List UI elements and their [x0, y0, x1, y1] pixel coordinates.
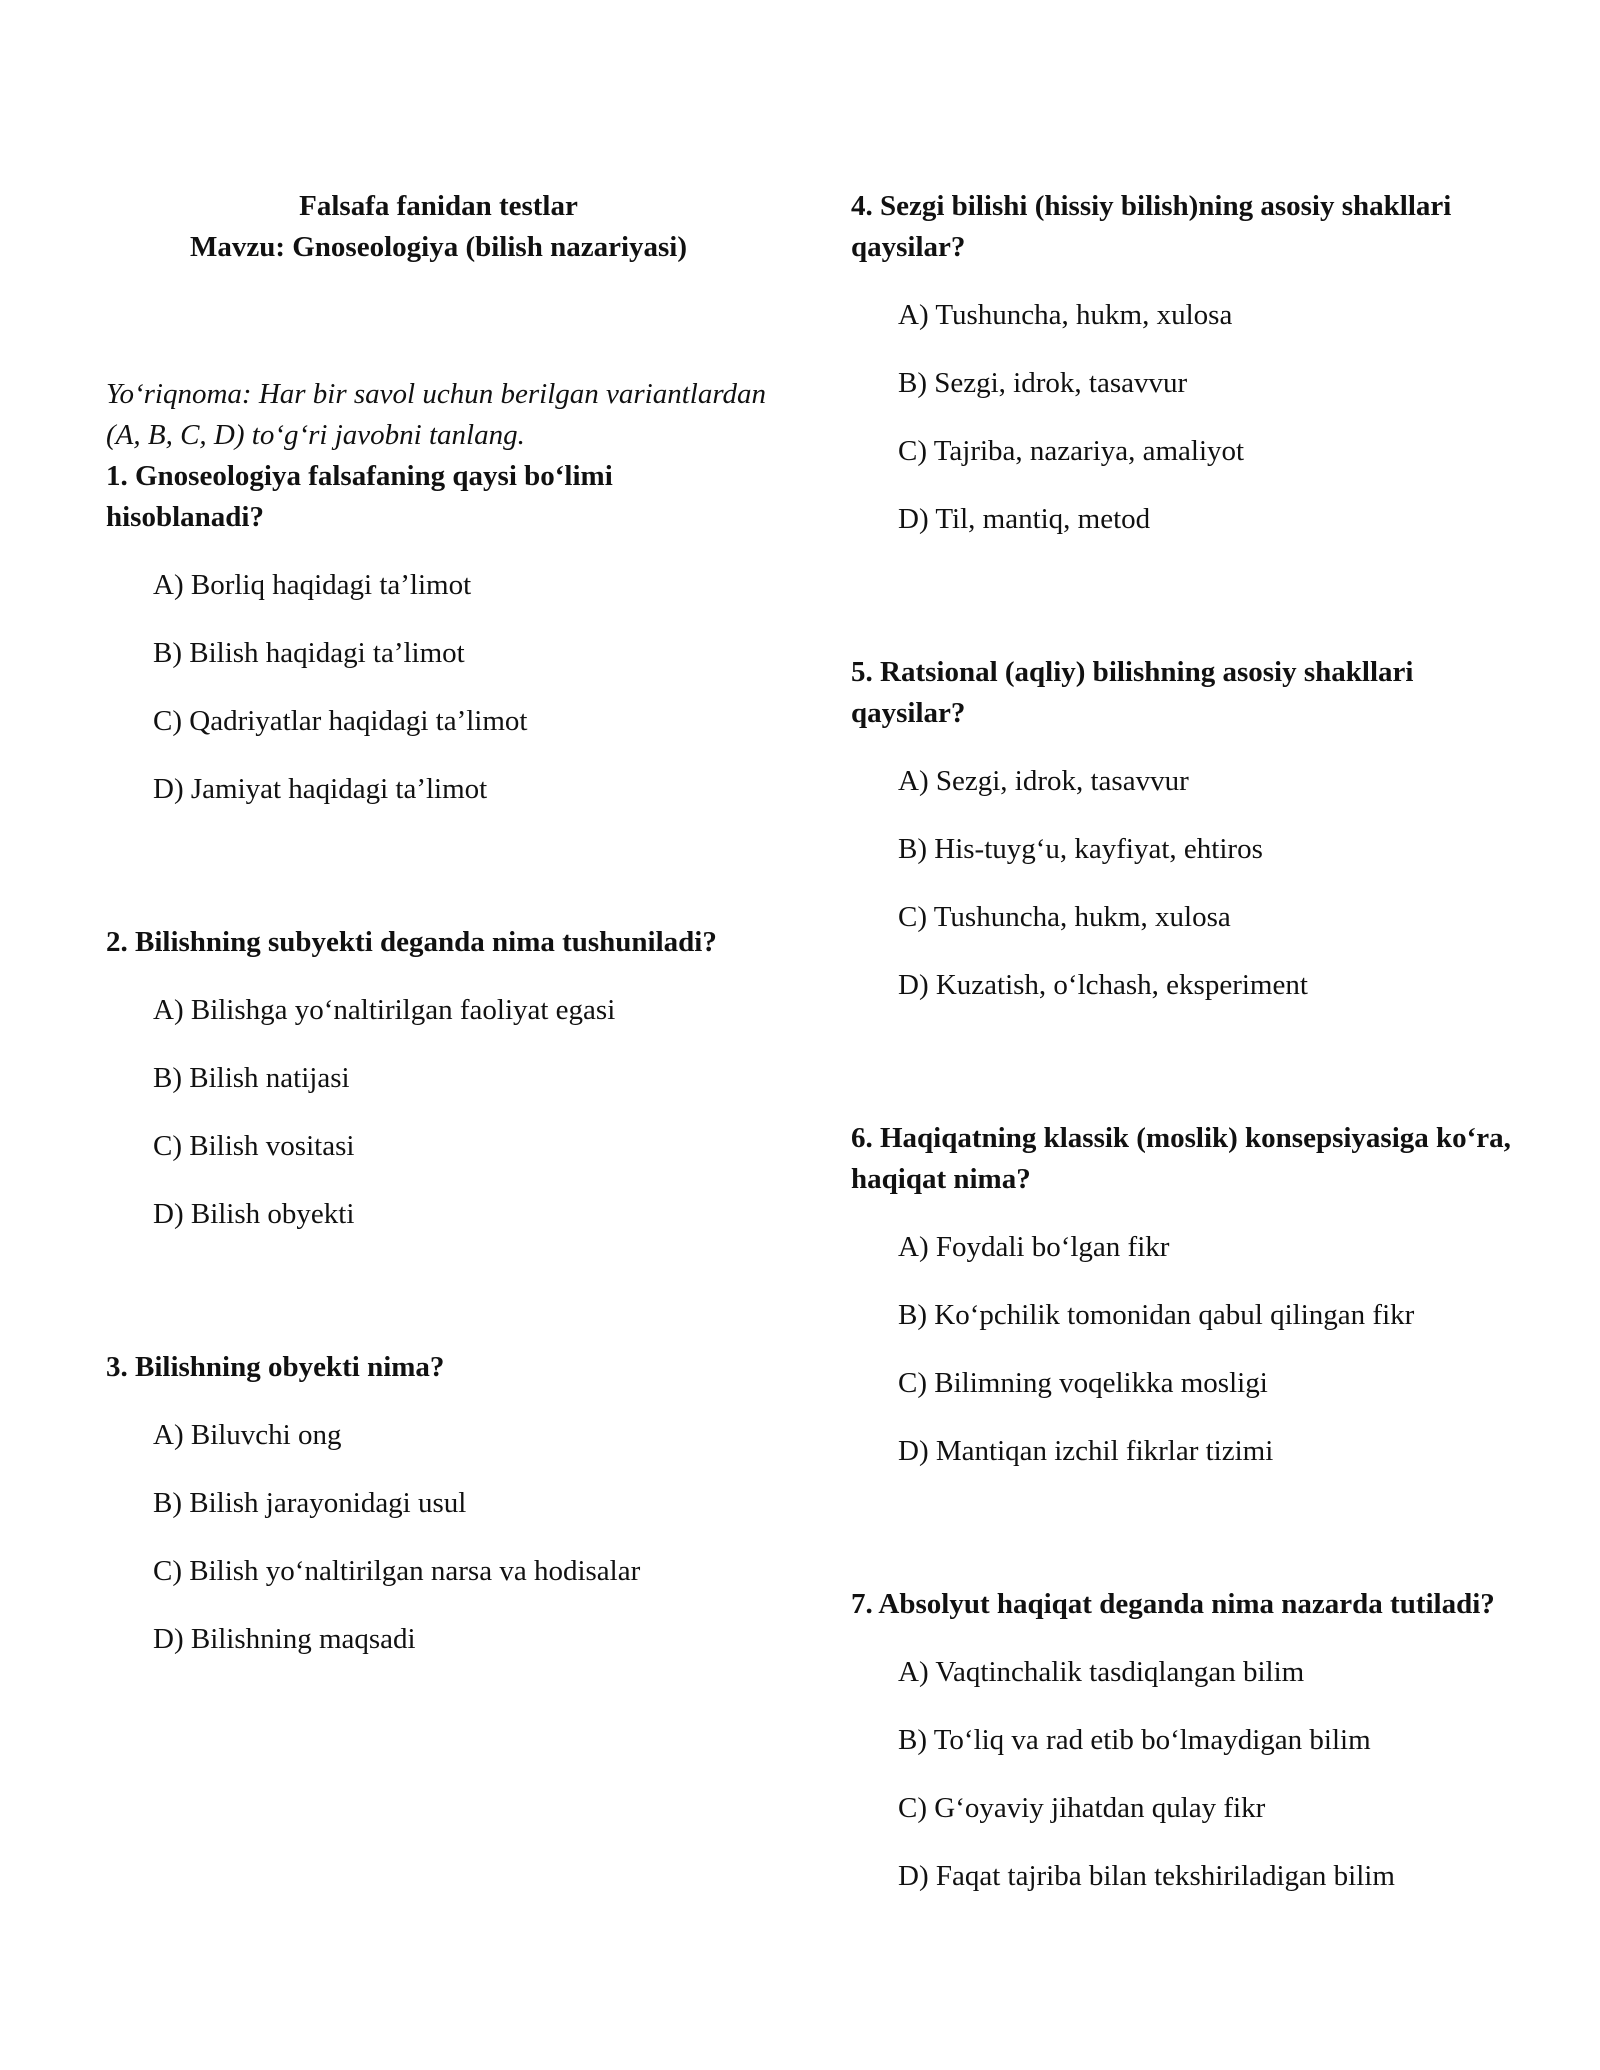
- question-text: 1. Gnoseologiya falsafaning qaysi bo‘limi hisoblanadi?: [106, 460, 613, 533]
- option-c: C) Qadriyatlar haqidagi ta’limot: [153, 705, 528, 737]
- answer-options: [106, 565, 771, 810]
- title-block: [106, 186, 771, 268]
- question-7: [851, 1584, 1511, 1897]
- option-b: B) Ko‘pchilik tomonidan qabul qilingan fikr: [898, 1299, 1415, 1331]
- question-1: [106, 456, 771, 810]
- option-d: D) Bilish obyekti: [153, 1198, 355, 1230]
- option-b: B) To‘liq va rad etib bo‘lmaydigan bilim: [898, 1724, 1371, 1756]
- option-d: D) Kuzatish, o‘lchash, eksperiment: [898, 969, 1308, 1001]
- question-text: 6. Haqiqatning klassik (moslik) konsepsiyasiga ko‘ra, haqiqat nima?: [851, 1122, 1511, 1195]
- option-c: C) Bilish yo‘naltirilgan narsa va hodisalar: [153, 1555, 641, 1587]
- question-text: 5. Ratsional (aqliy) bilishning asosiy shakllari qaysilar?: [851, 656, 1414, 729]
- answer-options: [106, 1415, 771, 1660]
- document-title: Falsafa fanidan testlar: [299, 190, 578, 222]
- answer-options: [106, 990, 771, 1235]
- option-b: B) Bilish haqidagi ta’limot: [153, 637, 465, 669]
- question-text: 3. Bilishning obyekti nima?: [106, 1351, 445, 1383]
- option-a: A) Bilishga yo‘naltirilgan faoliyat egasi: [153, 994, 616, 1026]
- question-text: 7. Absolyut haqiqat deganda nima nazarda tutiladi?: [851, 1588, 1495, 1620]
- answer-options: [851, 1227, 1511, 1472]
- question-text: 2. Bilishning subyekti deganda nima tushuniladi?: [106, 926, 717, 958]
- option-d: D) Til, mantiq, metod: [898, 503, 1151, 535]
- answer-options: [851, 1652, 1511, 1897]
- question-3: [106, 1347, 771, 1660]
- option-a: A) Sezgi, idrok, tasavvur: [898, 765, 1189, 797]
- option-a: A) Tushuncha, hukm, xulosa: [898, 299, 1233, 331]
- option-b: B) His-tuyg‘u, kayfiyat, ehtiros: [898, 833, 1263, 865]
- instructions: Yo‘riqnoma: Har bir savol uchun berilgan variantlardan (A, B, C, D) to‘g‘ri javobni tanlang.: [106, 378, 767, 451]
- option-c: C) Tajriba, nazariya, amaliyot: [898, 435, 1245, 467]
- option-c: C) Tushuncha, hukm, xulosa: [898, 901, 1231, 933]
- question-6: [851, 1118, 1511, 1472]
- question-2: [106, 922, 771, 1235]
- option-d: D) Mantiqan izchil fikrlar tizimi: [898, 1435, 1274, 1467]
- option-a: A) Foydali bo‘lgan fikr: [898, 1231, 1170, 1263]
- right-column: [851, 186, 1511, 2009]
- option-b: B) Bilish natijasi: [153, 1062, 350, 1094]
- document-subtitle: Mavzu: Gnoseologiya (bilish nazariyasi): [189, 231, 688, 263]
- option-c: C) Bilimning voqelikka mosligi: [898, 1367, 1268, 1399]
- option-c: C) G‘oyaviy jihatdan qulay fikr: [898, 1792, 1266, 1824]
- option-c: C) Bilish vositasi: [153, 1130, 355, 1162]
- question-4: [851, 186, 1511, 540]
- answer-options: [851, 295, 1511, 540]
- option-a: A) Borliq haqidagi ta’limot: [153, 569, 472, 601]
- question-text: 4. Sezgi bilishi (hissiy bilish)ning asosiy shakllari qaysilar?: [851, 190, 1452, 263]
- option-b: B) Bilish jarayonidagi usul: [153, 1487, 467, 1519]
- question-5: [851, 652, 1511, 1006]
- option-d: D) Jamiyat haqidagi ta’limot: [153, 773, 488, 805]
- option-a: A) Vaqtinchalik tasdiqlangan bilim: [898, 1656, 1305, 1688]
- option-b: B) Sezgi, idrok, tasavvur: [898, 367, 1188, 399]
- left-column: [106, 186, 771, 1772]
- option-a: A) Biluvchi ong: [153, 1419, 342, 1451]
- option-d: D) Bilishning maqsadi: [153, 1623, 416, 1655]
- option-d: D) Faqat tajriba bilan tekshiriladigan bilim: [898, 1860, 1395, 1892]
- answer-options: [851, 761, 1511, 1006]
